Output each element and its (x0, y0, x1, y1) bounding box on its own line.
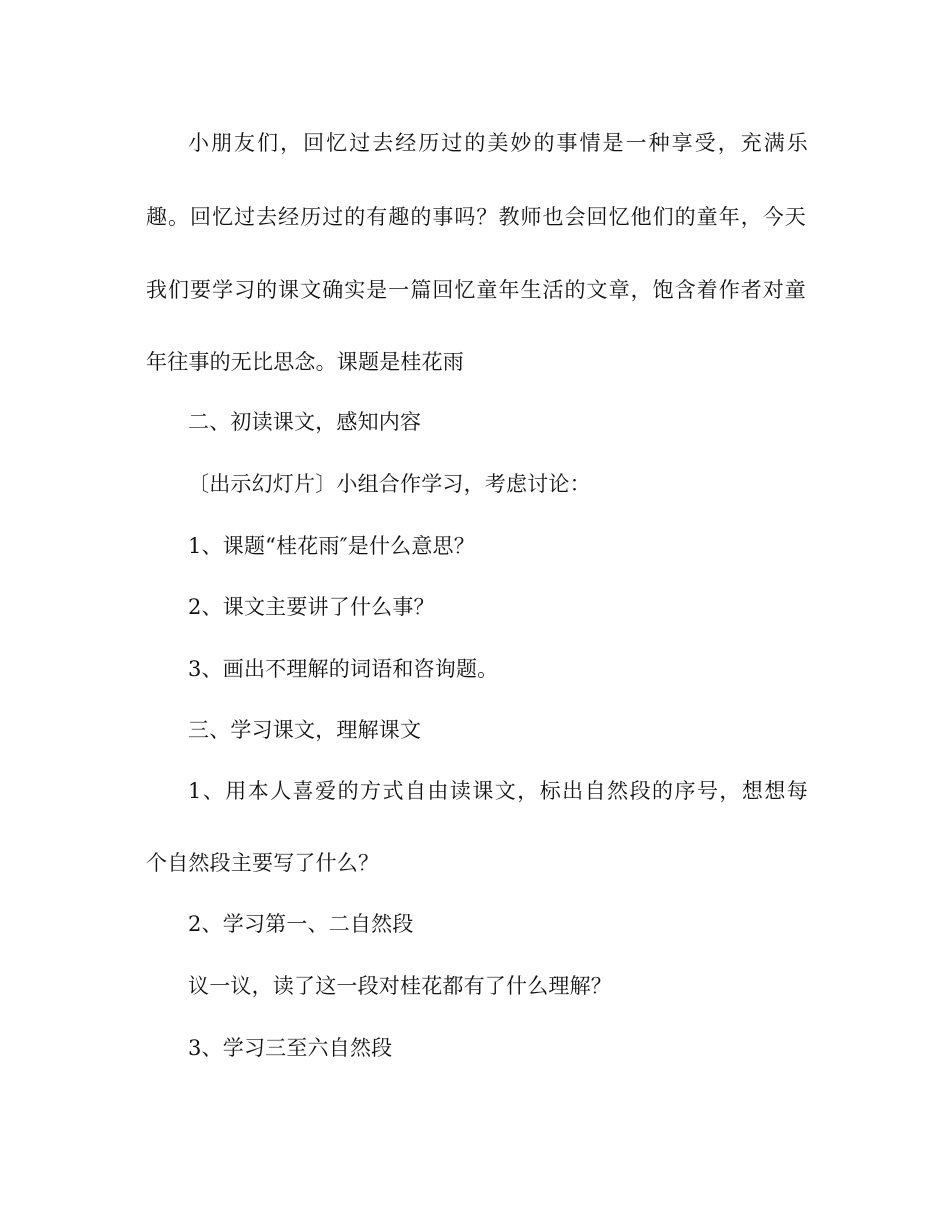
intro-paragraph-line-1: 小朋友们，回忆过去经历过的美妙的事情是一种享受，充满乐 (188, 131, 808, 155)
intro-paragraph-line-4: 年往事的无比思念。课题是桂花雨 (146, 350, 464, 374)
step-2: 2、学习第一、二自然段 (188, 912, 414, 936)
question-item-1: 1、课题“桂花雨″是什么意思？ (188, 534, 475, 558)
discussion-prompt: 议一议，读了这一段对桂花都有了什么理解？ (188, 974, 612, 998)
slide-instruction: 〔出示幻灯片〕小组合作学习，考虑讨论： (188, 472, 591, 496)
question-item-2: 2、课文主要讲了什么事？ (188, 595, 435, 619)
section-heading-2: 二、初读课文，感知内容 (188, 410, 422, 434)
section-heading-3: 三、学习课文，理解课文 (188, 718, 422, 742)
step-3: 3、学习三至六自然段 (188, 1036, 393, 1060)
step-1-line-1: 1、用本人喜爱的方式自由读课文，标出自然段的序号，想想每 (188, 779, 808, 803)
question-item-3: 3、画出不理解的词语和咨询题。 (188, 657, 499, 681)
intro-paragraph-line-2: 趣。回忆过去经历过的有趣的事吗？教师也会回忆他们的童年，今天 (146, 205, 806, 229)
step-1-line-2: 个自然段主要写了什么？ (146, 851, 380, 875)
intro-paragraph-line-3: 我们要学习的课文确实是一篇回忆童年生活的文章，饱含着作者对童 (146, 278, 806, 302)
